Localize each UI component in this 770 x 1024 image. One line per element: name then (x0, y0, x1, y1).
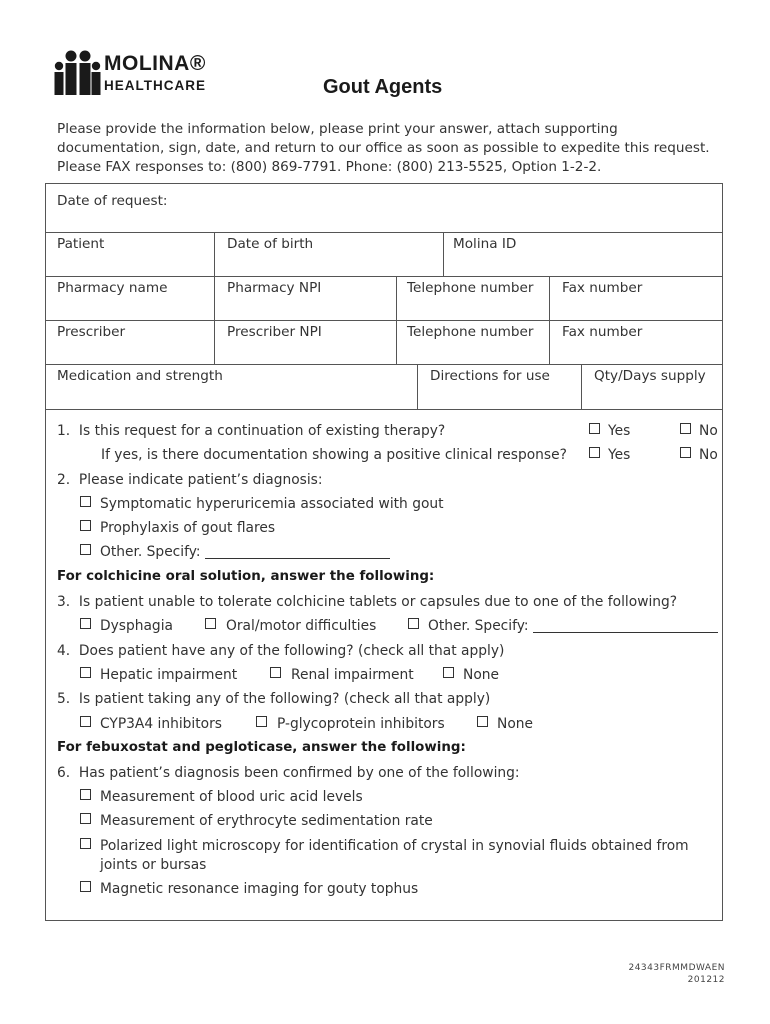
section-colchicine: For colchicine oral solution, answer the following: (57, 569, 435, 584)
question-2: 2. Please indicate patient’s diagnosis: (57, 472, 323, 488)
q4-none-label: None (463, 667, 499, 683)
q2-other-specify-line[interactable] (205, 558, 390, 559)
question-1-sub: If yes, is there documentation showing a positive clinical response? (101, 447, 567, 463)
q3-other-checkbox[interactable] (408, 618, 419, 629)
row-divider (46, 364, 723, 365)
row-divider (46, 320, 723, 321)
col-divider (214, 232, 215, 364)
q6-microscopy-label: Polarized light microscopy for identification of crystal in synovial fluids obtained from (100, 838, 689, 854)
date-of-birth-field[interactable]: Date of birth (227, 236, 314, 252)
q5-cyp3a4-checkbox[interactable] (80, 716, 91, 727)
q6-esr-label: Measurement of erythrocyte sedimentation rate (100, 813, 433, 829)
q6-microscopy-checkbox[interactable] (80, 838, 91, 849)
question-1: 1. Is this request for a continuation of existing therapy? (57, 423, 446, 439)
q6-uric-acid-label: Measurement of blood uric acid levels (100, 789, 363, 805)
form-code-number: 24343FRMMDWAEN (628, 963, 725, 973)
prescriber-telephone-field[interactable]: Telephone number (407, 324, 534, 340)
molina-logo (52, 46, 222, 98)
q2-other-checkbox[interactable] (80, 544, 91, 555)
q6-esr-checkbox[interactable] (80, 813, 91, 824)
q4-hepatic-checkbox[interactable] (80, 667, 91, 678)
q3-dysphagia-label: Dysphagia (100, 618, 173, 634)
q5-pgp-checkbox[interactable] (256, 716, 267, 727)
q4-hepatic-label: Hepatic impairment (100, 667, 238, 683)
q1-sub-no-checkbox[interactable] (680, 447, 691, 458)
q1-sub-yes-label: Yes (608, 447, 631, 463)
pharmacy-fax-field[interactable]: Fax number (562, 280, 643, 296)
q3-other-specify-line[interactable] (533, 632, 718, 633)
date-of-request-field[interactable]: Date of request: (57, 193, 168, 209)
question-3: 3. Is patient unable to tolerate colchicine tablets or capsules due to one of the following? (57, 594, 678, 610)
q3-oral-motor-checkbox[interactable] (205, 618, 216, 629)
q4-none-checkbox[interactable] (443, 667, 454, 678)
q6-mri-label: Magnetic resonance imaging for gouty tophus (100, 881, 419, 897)
col-divider (396, 276, 397, 364)
instructions-line: Please FAX responses to: (800) 869-7791. Phone: (800) 213-5525, Option 1-2-2. (57, 159, 602, 175)
q1-no-label: No (699, 423, 718, 439)
question-6: 6. Has patient’s diagnosis been confirmed by one of the following: (57, 765, 520, 781)
instructions (57, 120, 727, 177)
q1-yes-label: Yes (608, 423, 631, 439)
q6-microscopy-label-cont: joints or bursas (100, 857, 207, 873)
q6-uric-acid-checkbox[interactable] (80, 789, 91, 800)
q1-yes-checkbox[interactable] (589, 423, 600, 434)
form-code-date: 201212 (687, 975, 725, 985)
q2-prophylaxis-checkbox[interactable] (80, 520, 91, 531)
q3-dysphagia-checkbox[interactable] (80, 618, 91, 629)
q1-sub-no-label: No (699, 447, 718, 463)
col-divider (443, 232, 444, 276)
q4-renal-checkbox[interactable] (270, 667, 281, 678)
section-febuxostat: For febuxostat and pegloticase, answer the following: (57, 740, 466, 755)
directions-field[interactable]: Directions for use (430, 368, 550, 384)
q1-sub-yes-checkbox[interactable] (589, 447, 600, 458)
logo-subtitle: HEALTHCARE (104, 78, 206, 93)
q2-other-label: Other. Specify: (100, 544, 201, 560)
question-5: 5. Is patient taking any of the following? (check all that apply) (57, 691, 491, 707)
question-4: 4. Does patient have any of the following? (check all that apply) (57, 643, 505, 659)
q3-oral-motor-label: Oral/motor difficulties (226, 618, 377, 634)
q6-mri-checkbox[interactable] (80, 881, 91, 892)
pharmacy-name-field[interactable]: Pharmacy name (57, 280, 168, 296)
row-divider (46, 409, 723, 410)
q1-no-checkbox[interactable] (680, 423, 691, 434)
form-code (628, 962, 725, 986)
row-divider (46, 232, 723, 233)
pharmacy-npi-field[interactable]: Pharmacy NPI (227, 280, 322, 296)
q2-hyperuricemia-label: Symptomatic hyperuricemia associated with gout (100, 496, 444, 512)
q2-prophylaxis-label: Prophylaxis of gout flares (100, 520, 276, 536)
q5-cyp3a4-label: CYP3A4 inhibitors (100, 716, 222, 732)
instructions-line: Please provide the information below, please print your answer, attach supporting (57, 121, 618, 137)
row-divider (46, 276, 723, 277)
col-divider (417, 364, 418, 409)
page-title: Gout Agents (323, 76, 443, 98)
prescriber-fax-field[interactable]: Fax number (562, 324, 643, 340)
logo-wordmark: MOLINA® (104, 52, 206, 75)
pharmacy-telephone-field[interactable]: Telephone number (407, 280, 534, 296)
q3-other-label: Other. Specify: (428, 618, 529, 634)
patient-field[interactable]: Patient (57, 236, 105, 252)
instructions-line: documentation, sign, date, and return to our office as soon as possible to expedite this request. (57, 140, 710, 156)
prescriber-npi-field[interactable]: Prescriber NPI (227, 324, 322, 340)
q5-none-label: None (497, 716, 533, 732)
medication-field[interactable]: Medication and strength (57, 368, 223, 384)
qty-days-field[interactable]: Qty/Days supply (594, 368, 706, 384)
q2-hyperuricemia-checkbox[interactable] (80, 496, 91, 507)
q4-renal-label: Renal impairment (291, 667, 414, 683)
col-divider (549, 276, 550, 364)
q5-pgp-label: P-glycoprotein inhibitors (277, 716, 445, 732)
people-logo-icon (52, 48, 102, 96)
prescriber-field[interactable]: Prescriber (57, 324, 126, 340)
q5-none-checkbox[interactable] (477, 716, 488, 727)
col-divider (581, 364, 582, 409)
molina-id-field[interactable]: Molina ID (453, 236, 517, 252)
